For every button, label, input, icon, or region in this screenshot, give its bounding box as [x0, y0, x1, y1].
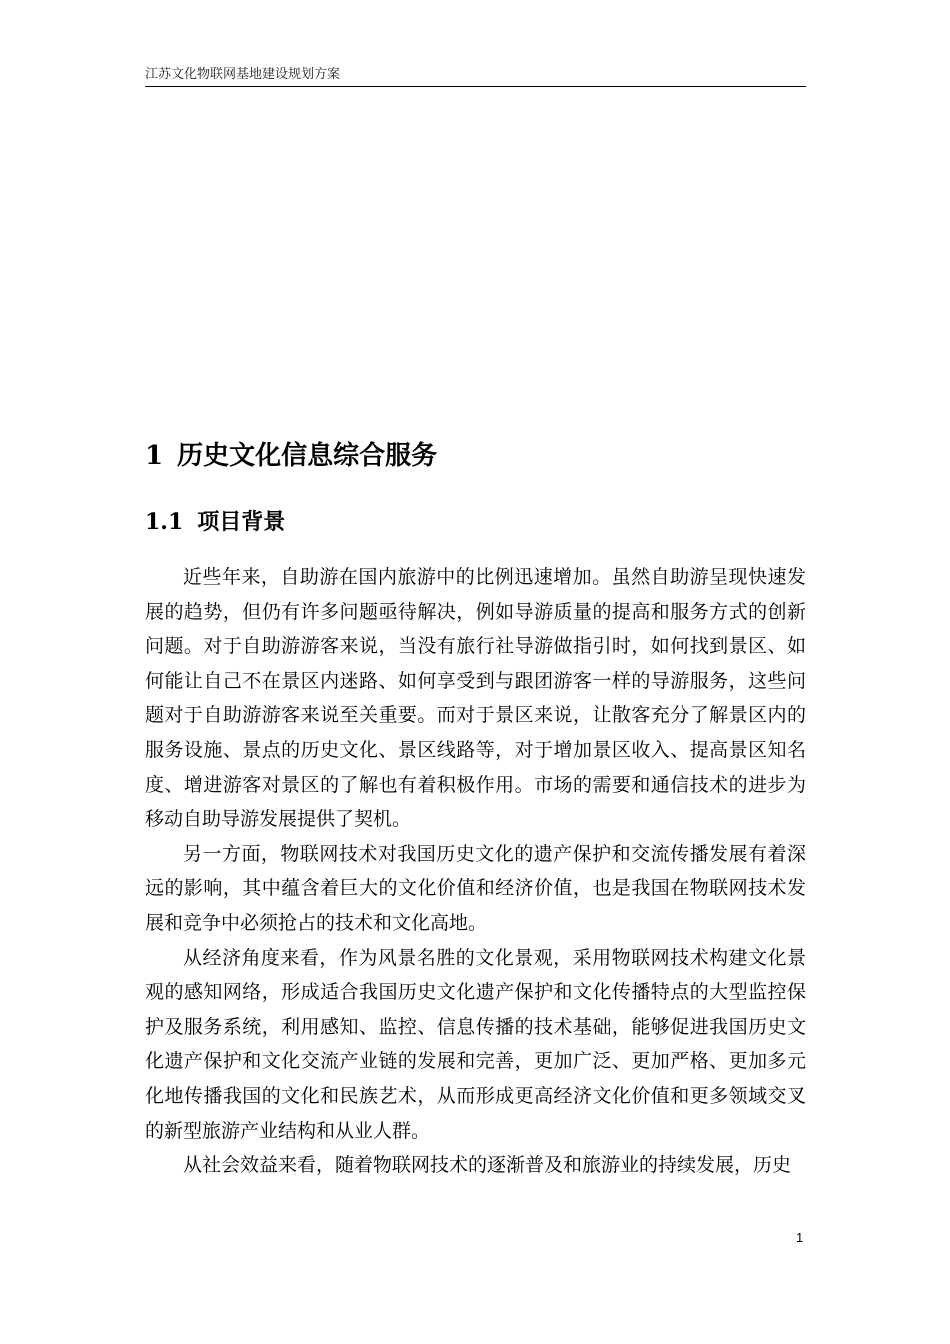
- section-title: 项目背景: [197, 509, 286, 535]
- paragraph: 另一方面，物联网技术对我国历史文化的遗产保护和交流传播发展有着深远的影响，其中蕴含着巨大的文化价值和经济价值，也是我国在物联网技术发展和竞争中必须抢占的技术和文化高地。: [145, 842, 806, 934]
- running-header: [145, 66, 806, 87]
- document-title: 江苏文化物联网基地建设规划方案: [145, 67, 341, 82]
- chapter-number: 1: [145, 441, 164, 471]
- section-number: 1.1: [145, 509, 184, 535]
- section-heading: [145, 504, 285, 540]
- chapter-heading: [145, 436, 437, 476]
- page-number: 1: [796, 1230, 804, 1245]
- paragraph: 近些年来，自助游在国内旅游中的比例迅速增加。虽然自助游呈现快速发展的趋势，但仍有许多问题亟待解决，例如导游质量的提高和服务方式的创新问题。对于自助游游客来说，当没有旅行社导游做指引时，如何找到景区、如何能让自己不在景区内迷路、如何享受到与跟团游客一样的导游服务，这些问题对于自助游游客来说至关重要。而对于景区来说，让散客充分了解景区内的服务设施、景点的历史文化、景区线路等，对于增加景区收入、提高景区知名度、增进游客对景区的了解也有着积极作用。市场的需要和通信技术的进步为移动自助导游发展提供了契机。: [145, 566, 806, 831]
- paragraph: 从经济角度来看，作为风景名胜的文化景观，采用物联网技术构建文化景观的感知网络，形成适合我国历史文化遗产保护和文化传播特点的大型监控保护及服务系统，利用感知、监控、信息传播的技术基础，能够促进我国历史文化遗产保护和文化交流产业链的发展和完善，更加广泛、更加严格、更加多元化地传播我国的文化和民族艺术，从而形成更高经济文化价值和更多领域交叉的新型旅游产业结构和从业人群。: [145, 946, 806, 1142]
- body-text: [145, 560, 806, 1183]
- paragraph: 从社会效益来看，随着物联网技术的逐渐普及和旅游业的持续发展，历史: [183, 1154, 792, 1177]
- chapter-title: 历史文化信息综合服务: [177, 441, 438, 471]
